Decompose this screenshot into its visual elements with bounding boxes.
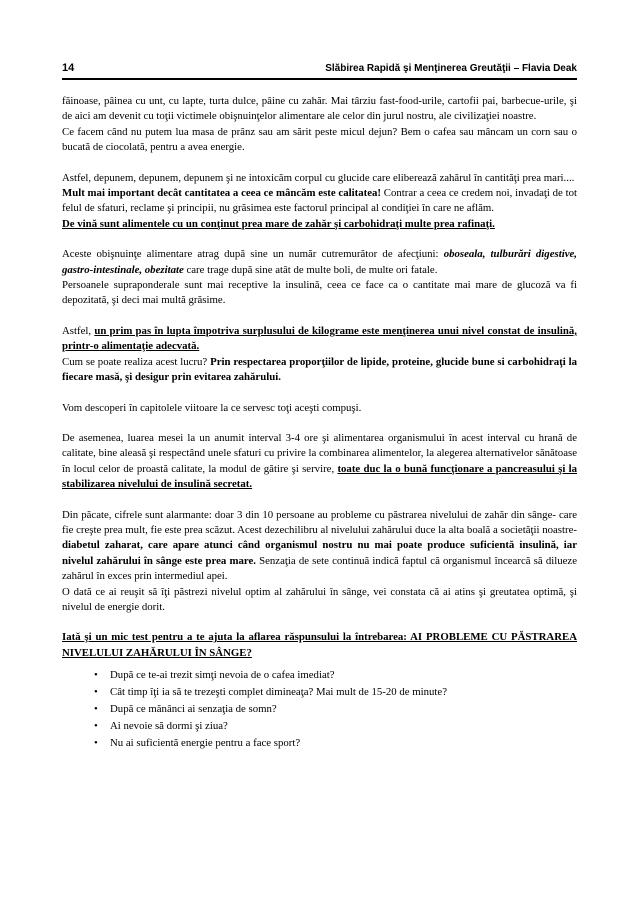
list-item: • Ai nevoie să dormi şi ziua? [94,718,577,735]
bold-underlined-text: toate duc la o bună funcţionare a pancreasului şi la stabilizarea nivelului de insulină secretat. [62,462,578,491]
bullet-icon: • [94,737,98,750]
list-item: • Nu ai suficientă energie pentru a face sport? [94,735,577,752]
list-item: • După ce mănânci ai senzaţia de somn? [94,701,577,718]
paragraph: Persoanele supraponderale sunt mai receptive la insulină, ceea ce face ca o cantitate mai mare de glucoză va fi depozitată, şi deci mai multă grăsime. [62,279,577,307]
page-header [62,60,577,80]
paragraph: Astfel, un prim pas în lupta împotriva surplusului de kilograme este menţinerea unui nivel constat de insulină, printr-o alimentaţie adecvată. [62,324,577,353]
paragraph: Din păcate, cifrele sunt alarmante: doar 3 din 10 persoane au probleme cu păstrarea nivelului de zahăr din sânge- care fie creşte prea mult, fie este prea scăzut. Acest dezechilibru al nivelului zahărului duce la alta boală a societăţii noastre- diabetul zaharat, care apare atunci când organismul nostru nu mai poate produce suficientă insulină, iar nivelul zahărului în sânge este prea mare. Senzaţia de sete continuă indică faptul că organismul încearcă să dilueze zahărul în exces prin intermediul apei. [62,508,577,583]
paragraph: Astfel, depunem, depunem, depunem şi ne intoxicăm corpul cu glucide care eliberează zahărul în cantităţi prea mari.... [62,171,575,184]
question-list [62,667,577,752]
bold-text: Prin respectarea proporţiilor de lipide, proteine, glucide bune si carbohidraţi la fiecare masă, şi desigur prin evitarea zahărului. [62,355,577,384]
list-item: • După ce te-ai trezit simţi nevoia de o cafea imediat? [94,667,577,684]
document-body [62,94,577,752]
bullet-icon: • [94,703,98,716]
bold-text: diabetul zaharat, care apare atunci când organismul nostru nu mai poate produce suficientă insulină, iar nivelul zahărului în sânge este prea mare. [62,539,577,567]
bullet-icon: • [94,720,98,733]
paragraph: Ce facem când nu putem lua masa de prânz sau am sărit peste micul dejun? Bem o cafea sau mâncam un corn sau o bucată de ciocolată, pentru a avea energie. [62,125,577,154]
bullet-icon: • [94,669,98,682]
bold-italic-text: oboseala, tulburări digestive, gastro-intestinale, obezitate [62,248,577,276]
running-title: Slăbirea Rapidă şi Menţinerea Greutăţii – Flavia Deak [325,63,577,74]
paragraph: făinoase, pâinea cu unt, cu lapte, turta dulce, pâine cu zahăr. Mai târziu fast-food-urile, cartofii pai, barbecue-urile, şi de aici am devenit cu toţii victimele obişnuinţelor alimentare ale celor din jurul nostru, ale civilizaţiei noastre. [62,95,577,123]
paragraph: Aceste obişnuinţe alimentare atrag după sine un număr cutremurător de afecţiuni: oboseala, tulburări digestive, gastro-intestinale, obezitate care trage după sine atât de multe boli, de multe ori fatale. [62,248,577,276]
page-number: 14 [62,62,75,74]
paragraph: De asemenea, luarea mesei la un anumit interval 3-4 ore şi alimentarea organismului în acest interval cu hrană de calitate, bine aleasă şi respectând unele sfaturi cu privire la combinarea alimentelor, la alegerea alternativelor sănătoase în locul celor de proastă calitate, la modul de gătire şi servire, toate duc la o bună funcţionare a pancreasului şi la stabilizarea nivelului de insulină secretat. [62,431,578,491]
paragraph: O dată ce ai reuşit să îţi păstrezi nivelul optim al zahărului în sânge, vei constata că ai atins şi greutatea optimă, şi nivelul de energie dorit. [62,585,577,613]
bold-underlined-text: un prim pas în lupta împotriva surplusului de kilograme este menţinerea unui nivel constat de insulină, printr-o alimentaţie adecvată. [62,324,577,353]
list-item: • Cât timp îţi ia să te trezeşti complet dimineaţa? Mai mult de 15-20 de minute? [94,684,577,701]
test-heading: Iată şi un mic test pentru a te ajuta la aflarea răspunsului la întrebarea: AI PROBLEME CU PĂSTRAREA NIVELULUI ZAHĂRULUI ÎN SÂNGE? [62,631,577,659]
emphasis-paragraph: De vină sunt alimentele cu un conţinut prea mare de zahăr şi carbohidraţi multe prea rafinaţi. [62,217,495,230]
bold-text: Mult mai important decât cantitatea a ceea ce mâncăm este calitatea! [62,187,381,200]
paragraph: Cum se poate realiza acest lucru? Prin respectarea proporţiilor de lipide, proteine, glucide bune si carbohidraţi la fiecare masă, şi desigur prin evitarea zahărului. [62,355,577,384]
paragraph: Mult mai important decât cantitatea a ceea ce mâncăm este calitatea! Contrar a ceea ce credem noi, invadaţi de tot felul de sfaturi, reclame şi principii, nu grăsimea este factorul principal al condiţiei în care ne aflăm. [62,187,577,215]
paragraph: Vom descoperi în capitolele viitoare la ce servesc toţi aceşti compuşi. [62,401,362,414]
bullet-icon: • [94,686,98,699]
